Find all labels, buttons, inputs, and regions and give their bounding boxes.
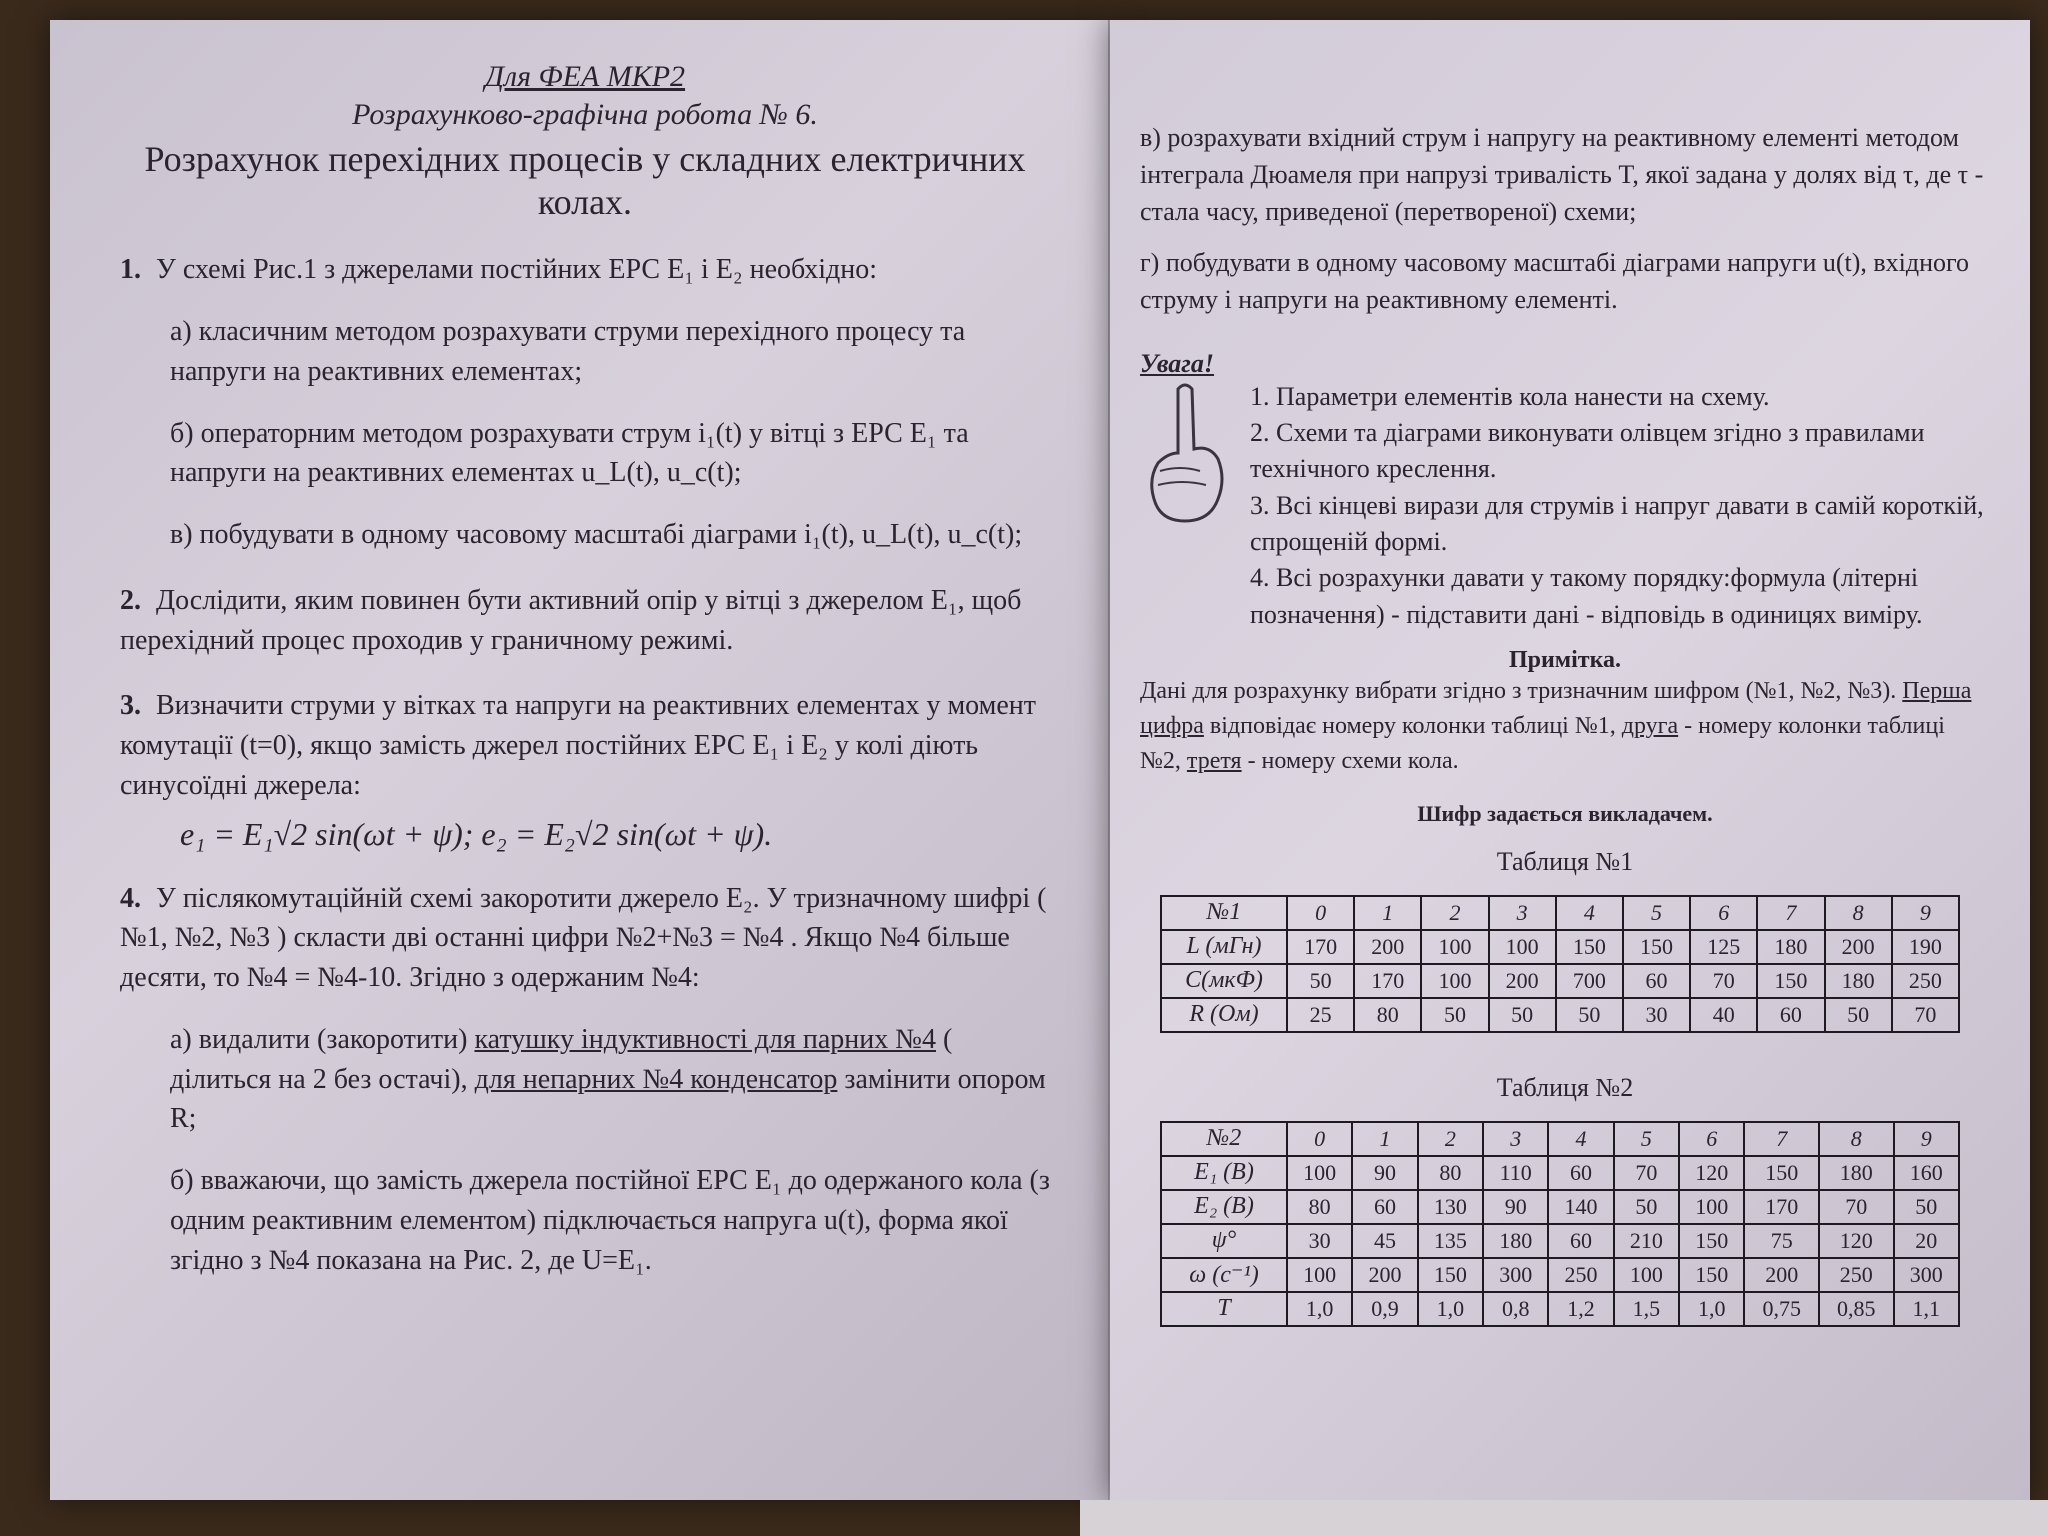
task-4-a-capacitor: для непарних №4 конденсатор	[474, 1063, 838, 1095]
table-cell: 1,0	[1679, 1292, 1744, 1326]
task-1-c: в) побудувати в одному часовому масштабі діаграми i₁(t), u_L(t), u_c(t);	[170, 519, 1023, 551]
table-cell: 180	[1757, 930, 1824, 964]
table-cell: 6	[1679, 1122, 1744, 1156]
table-cell: 125	[1690, 930, 1757, 964]
table-cell: 3	[1483, 1122, 1548, 1156]
warning-item-1: 1. Параметри елементів кола нанести на схему.	[1250, 381, 1770, 411]
table-cell: 70	[1892, 998, 1959, 1032]
table-cell: 0	[1287, 1122, 1352, 1156]
table-cell: 75	[1744, 1224, 1819, 1258]
table-cell: 30	[1287, 1224, 1352, 1258]
table-cell: 120	[1819, 1224, 1894, 1258]
note-title: Примітка.	[1508, 647, 1622, 674]
table-row	[1161, 1224, 1959, 1258]
table-cell: 170	[1744, 1190, 1819, 1224]
table-row	[1161, 896, 1959, 930]
warning-item-4: 4. Всі розрахунки давати у такому порядку:формула (літерні позначення) - підставити дані - відповідь в одиницях виміру.	[1250, 563, 1923, 629]
table-cell: 100	[1421, 930, 1488, 964]
task-3	[120, 686, 1050, 805]
warning-item-3: 3. Всі кінцеві вирази для струмів і напруг давати в самій короткій, спрощеній формі.	[1250, 490, 1984, 557]
table-cell: 4	[1556, 896, 1623, 930]
table-cell: 100	[1679, 1190, 1744, 1224]
table-cell: 3	[1489, 896, 1556, 930]
table-cell: 60	[1352, 1190, 1417, 1224]
table-cell: 250	[1548, 1258, 1613, 1292]
pointing-hand-icon	[1140, 379, 1230, 529]
note-text	[1140, 674, 1990, 778]
task-1-number: 1.	[120, 254, 141, 286]
table-cell: 0,9	[1352, 1292, 1417, 1326]
table-cell: 0	[1287, 896, 1354, 930]
table-cell: 9	[1892, 896, 1959, 930]
table-cell: ω (c⁻¹)	[1161, 1258, 1287, 1292]
table-cell: E₁ (B)	[1161, 1156, 1287, 1190]
table-cell: 130	[1418, 1190, 1483, 1224]
table-cell: 200	[1354, 930, 1421, 964]
table-cell: 700	[1556, 964, 1623, 998]
table-cell: 5	[1614, 1122, 1679, 1156]
table-cell: 6	[1690, 896, 1757, 930]
table-cell: 150	[1418, 1258, 1483, 1292]
table-cell: 250	[1892, 964, 1959, 998]
table-cell: 210	[1614, 1224, 1679, 1258]
table-cell: 190	[1892, 930, 1959, 964]
table-cell: 170	[1287, 930, 1354, 964]
task-1-b: б) операторним методом розрахувати струм i₁(t) у вітці з ЕРС E₁ та напруги на реактивних елементах u_L(t), u_c(t);	[170, 417, 969, 489]
table-cell: 50	[1614, 1190, 1679, 1224]
task-2-text: Дослідити, яким повинен бути активний опір у вітці з джерелом E₁, щоб перехідний процес проходив у граничному режимі.	[120, 584, 1022, 656]
table-row	[1161, 930, 1959, 964]
task-1-a: а) класичним методом розрахувати струми перехідного процесу та напруги на реактивних елементах;	[170, 316, 966, 387]
table-cell: 200	[1489, 964, 1556, 998]
task-1-text: У схемі Рис.1 з джерелами постійних ЕРС E₁ і E₂ необхідно:	[156, 254, 877, 286]
table-row	[1161, 1292, 1959, 1326]
table-cell: 100	[1489, 930, 1556, 964]
table-cell: 100	[1287, 1156, 1352, 1190]
task-4-text: У післякомутаційній схемі закоротити джерело E₂. У тризначному шифрі ( №1, №2, №3 ) скласти дві останні цифри №2+№3 = №4 . Якщо №4 більше десяти, то №4 = №4-10. Згідно з одержаним №4:	[120, 882, 1047, 994]
table-cell: 70	[1819, 1190, 1894, 1224]
table-cell: 135	[1418, 1224, 1483, 1258]
task-1	[120, 250, 1050, 290]
table-row	[1161, 1122, 1959, 1156]
table-cell: 25	[1287, 998, 1354, 1032]
table-row	[1161, 998, 1959, 1032]
table-cell: 60	[1757, 998, 1824, 1032]
task-2	[120, 581, 1050, 661]
table-cell: 60	[1548, 1224, 1613, 1258]
table-cell: 20	[1894, 1224, 1959, 1258]
left-page	[50, 20, 1110, 1500]
item-g: г) побудувати в одному часовому масштабі діаграми напруги u(t), вхідного струму і напруги на реактивному елементі.	[1140, 247, 1970, 314]
task-4	[120, 879, 1050, 998]
table-cell: 50	[1556, 998, 1623, 1032]
table-cell: 45	[1352, 1224, 1417, 1258]
table-cell: R (Ом)	[1161, 998, 1287, 1032]
table-cell: 0,75	[1744, 1292, 1819, 1326]
table-cell: 100	[1287, 1258, 1352, 1292]
table-cell: 1,0	[1287, 1292, 1352, 1326]
table-cell: 150	[1623, 930, 1690, 964]
table-cell: 90	[1352, 1156, 1417, 1190]
warning-item-2: 2. Схеми та діаграми виконувати олівцем згідно з правилами технічного креслення.	[1250, 417, 1925, 484]
note-part-3: - номеру колонки таблиці №2,	[1140, 713, 1945, 774]
table-cell: E₂ (B)	[1161, 1190, 1287, 1224]
table-cell: 100	[1614, 1258, 1679, 1292]
table-cell: 80	[1354, 998, 1421, 1032]
underlying-sheet	[1080, 1500, 2048, 1536]
table-cell: 60	[1623, 964, 1690, 998]
page-title: Розрахунок перехідних процесів у складних електричних колах.	[144, 139, 1026, 223]
table-cell: 50	[1894, 1190, 1959, 1224]
table-cell: 200	[1825, 930, 1892, 964]
table-cell: 50	[1421, 998, 1488, 1032]
table-cell: 140	[1548, 1190, 1613, 1224]
header-course: Для ФЕА МКР2	[484, 60, 686, 93]
table-cell: 100	[1421, 964, 1488, 998]
note-part-4: - номеру схеми кола.	[1241, 747, 1459, 774]
table-row	[1161, 1258, 1959, 1292]
table-cell: 0,85	[1819, 1292, 1894, 1326]
note-first-digit: Перша цифра	[1140, 678, 1972, 740]
note-second-digit: друга	[1621, 713, 1679, 740]
table-cell: 50	[1287, 964, 1354, 998]
table-cell: 80	[1418, 1156, 1483, 1190]
task-4-number: 4.	[120, 882, 141, 914]
task-3-text: Визначити струми у вітках та напруги на реактивних елементах у момент комутації (t=0), якщо замість джерел постійних ЕРС E₁ і E₂ у колі діють синусоїдні джерела:	[120, 690, 1037, 801]
table-row	[1161, 964, 1959, 998]
table-cell: 50	[1825, 998, 1892, 1032]
right-page	[1110, 20, 2030, 1500]
table-cell: 0,8	[1483, 1292, 1548, 1326]
table-cell: 1	[1354, 896, 1421, 930]
table-cell: 5	[1623, 896, 1690, 930]
table-cell: 4	[1548, 1122, 1613, 1156]
table-cell: 1,5	[1614, 1292, 1679, 1326]
table-cell: 180	[1483, 1224, 1548, 1258]
table-cell: 40	[1690, 998, 1757, 1032]
table-cell: 250	[1819, 1258, 1894, 1292]
item-v: в) розрахувати вхідний струм і напругу на реактивному елементі методом інтеграла Дюамеля при напрузі тривалість T, якої задана у долях від τ, де τ - стала часу, приведеної (перетвореної) схеми;	[1140, 123, 1984, 226]
table-cell: 90	[1483, 1190, 1548, 1224]
table-cell: 1,1	[1894, 1292, 1959, 1326]
table-cell: 150	[1679, 1258, 1744, 1292]
table-cell: 300	[1894, 1258, 1959, 1292]
table-cell: 1	[1352, 1122, 1417, 1156]
table-cell: 170	[1354, 964, 1421, 998]
warning-block	[1140, 379, 1990, 634]
task-4-a-pre: а) видалити (закоротити)	[170, 1023, 475, 1055]
header-work-number: Розрахунково-графічна робота № 6.	[352, 98, 818, 131]
task-4-a-post: замінити опором R;	[170, 1063, 1046, 1135]
table-cell: 30	[1623, 998, 1690, 1032]
table-row	[1161, 1190, 1959, 1224]
table-cell: 7	[1757, 896, 1824, 930]
table-2	[1160, 1121, 1960, 1327]
task-2-number: 2.	[120, 584, 141, 616]
task-3-number: 3.	[120, 690, 141, 722]
table-cell: 1,2	[1548, 1292, 1613, 1326]
table-cell: 300	[1483, 1258, 1548, 1292]
note-part-1: Дані для розрахунку вибрати згідно з тризначним шифром (№1, №2, №3).	[1140, 678, 1897, 705]
table-cell: 120	[1679, 1156, 1744, 1190]
task-4-b: б) вважаючи, що замість джерела постійної ЕРС E₁ до одержаного кола (з одним реактивним елементом) підключається напруга u(t), форма якої згідно з №4 показана на Рис. 2, де U=E₁.	[170, 1165, 1050, 1276]
table-cell: 150	[1556, 930, 1623, 964]
task-4-a-inductor: катушку індуктивності для парних №4	[474, 1023, 936, 1055]
table-row	[1161, 1156, 1959, 1190]
table-cell: 7	[1744, 1122, 1819, 1156]
note-part-2: відповідає номеру колонки таблиці №1,	[1203, 713, 1622, 740]
table-cell: C(мкФ)	[1161, 964, 1287, 998]
table-2-caption: Таблиця №2	[1496, 1072, 1634, 1102]
table-cell: 1,0	[1418, 1292, 1483, 1326]
table-1-caption: Таблиця №1	[1496, 846, 1634, 876]
table-cell: 9	[1894, 1122, 1959, 1156]
table-cell: №2	[1161, 1122, 1287, 1156]
table-cell: 2	[1418, 1122, 1483, 1156]
table-1	[1160, 895, 1960, 1033]
cipher-note: Шифр задається викладачем.	[1417, 800, 1713, 826]
table-cell: L (мГн)	[1161, 930, 1287, 964]
table-cell: 150	[1679, 1224, 1744, 1258]
table-cell: ψ°	[1161, 1224, 1287, 1258]
table-cell: 70	[1690, 964, 1757, 998]
table-cell: 8	[1819, 1122, 1894, 1156]
table-cell: 110	[1483, 1156, 1548, 1190]
table-cell: 180	[1825, 964, 1892, 998]
table-cell: 200	[1744, 1258, 1819, 1292]
table-cell: 70	[1614, 1156, 1679, 1190]
table-cell: 8	[1825, 896, 1892, 930]
task-4-a	[120, 1020, 1050, 1139]
table-cell: №1	[1161, 896, 1287, 930]
table-cell: 150	[1757, 964, 1824, 998]
task-4-a-mid: ( ділиться на 2 без остачі),	[170, 1023, 953, 1095]
table-cell: 200	[1352, 1258, 1417, 1292]
table-cell: 160	[1894, 1156, 1959, 1190]
note-third-digit: третя	[1186, 747, 1242, 774]
table-cell: 2	[1421, 896, 1488, 930]
table-cell: 50	[1489, 998, 1556, 1032]
table-cell: 80	[1287, 1190, 1352, 1224]
table-cell: T	[1161, 1292, 1287, 1326]
table-cell: 60	[1548, 1156, 1613, 1190]
task-3-formula: e₁ = E₁√2 sin(ωt + ψ); e₂ = E₂√2 sin(ωt + ψ).	[180, 815, 773, 852]
table-cell: 150	[1744, 1156, 1819, 1190]
table-cell: 180	[1819, 1156, 1894, 1190]
warning-title: Увага!	[1140, 348, 1215, 378]
